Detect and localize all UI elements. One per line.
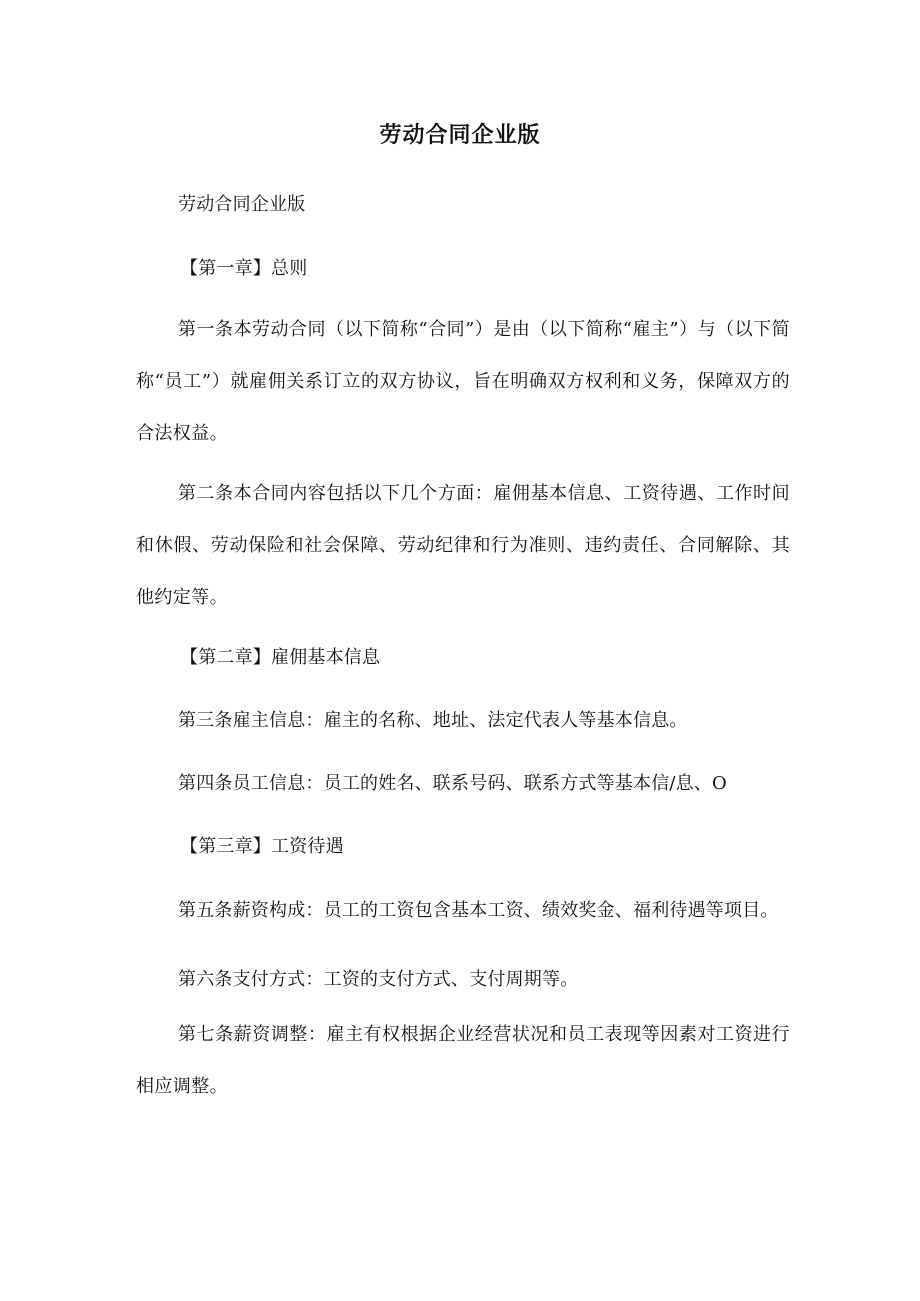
article-5: 第五条薪资构成：员工的工资包含基本工资、绩效奖金、福利待遇等项目。 (178, 900, 779, 921)
document-title: 劳动合同企业版 (379, 123, 541, 148)
article-3: 第三条雇主信息：雇主的名称、地址、法定代表人等基本信息。 (178, 710, 688, 731)
chapter-heading-3: 【第三章】工资待遇 (180, 836, 344, 857)
chapter-heading-1: 【第一章】总则 (180, 258, 308, 279)
article-6: 第六条支付方式：工资的支付方式、支付周期等。 (178, 969, 579, 990)
article-2: 第二条本合同内容包括以下几个方面：雇佣基本信息、工资待遇、工作时间和休假、劳动保险和社会保障、劳动纪律和行为准则、违约责任、合同解除、其他约定等。 (136, 483, 790, 608)
article-1: 第一条本劳动合同（以下简称“合同”）是由（以下简称“雇主”）与（以下简称“员工”）就雇佣关系订立的双方协议，旨在明确双方权利和义务，保障双方的合法权益。 (136, 319, 790, 444)
article-4: 第四条员工信息：员工的姓名、联系号码、联系方式等基本信/息、O (178, 773, 728, 794)
document-subtitle: 劳动合同企业版 (178, 194, 306, 215)
chapter-heading-2: 【第二章】雇佣基本信息 (180, 647, 381, 668)
article-7: 第七条薪资调整：雇主有权根据企业经营状况和员工表现等因素对工资进行相应调整。 (136, 1024, 790, 1097)
